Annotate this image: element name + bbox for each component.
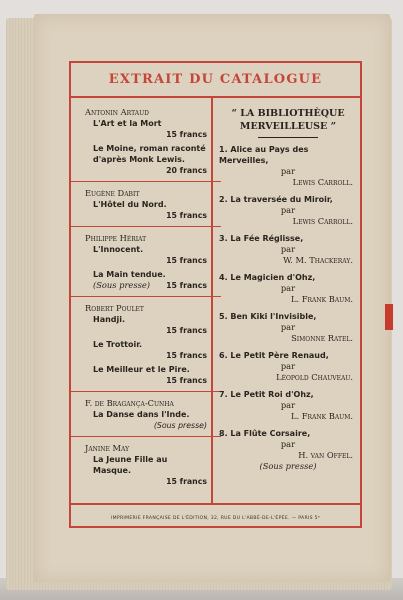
footer-rule [71,503,360,505]
entry-par: par [280,439,296,449]
entry-author: H. van Offel. [298,450,353,460]
entry-par: par [280,283,296,293]
list-item [219,350,357,383]
section-separator [71,226,221,227]
entry-author: W. M. Thackeray. [283,255,353,265]
section-separator [71,436,221,437]
list-item [219,311,357,344]
author-name: F. de Bragança-Cunha [85,398,174,408]
book-price: (Sous presse) [153,421,207,430]
book-price: 20 francs [166,166,207,175]
book-title: Handji. [93,315,126,324]
book-price: 15 francs [166,130,207,139]
catalogue-frame [69,61,362,528]
entry-par: par [280,205,296,215]
author-name: Robert Poulet [85,303,144,313]
book-title: La Danse dans l'Inde. [93,410,190,419]
entry-author: Léopold Chauveau. [276,372,353,382]
book-title: L'Innocent. [93,245,144,254]
entry-par: par [280,361,296,371]
book-title: La Jeune Fille au Masque. [93,455,168,475]
entry-title: 6. Le Petit Père Renaud, [219,351,329,360]
entry-title: 2. La traversée du Miroir, [219,195,333,204]
book-price: 15 francs [166,256,207,265]
section-separator [71,391,221,392]
entry-title: 7. Le Petit Roi d'Ohz, [219,390,314,399]
entry-title: 1. Alice au Pays des Merveilles, [219,145,309,165]
book-price: 15 francs [166,477,207,486]
entry-title: 8. La Flûte Corsaire, [219,429,311,438]
book-price: 15 francs [166,211,207,220]
catalogue-right-column [219,107,357,478]
section-separator [71,181,221,182]
series-title-line2: MERVEILLEUSE ” [239,121,337,132]
entry-author: Simonne Ratel. [291,333,353,343]
entry-title: 4. Le Magicien d'Ohz, [219,273,316,282]
book-title: Le Moine, roman raconté d'après Monk Lewis. [93,144,206,164]
list-item [219,144,357,188]
book-title: La Main tendue. [93,270,166,279]
entry-author: Lewis Carroll. [292,216,353,226]
list-item [219,272,357,305]
column-divider [211,96,213,505]
author-name: Janine May [85,443,130,453]
book-note: (Sous presse) [93,280,151,290]
list-item [219,194,357,227]
entry-par: par [280,166,296,176]
list-item [219,428,357,472]
entry-note: (Sous presse) [259,461,317,471]
entry-author: L. Frank Baum. [290,411,353,421]
book-price: 15 francs [166,376,207,385]
book-title: Le Trottoir. [93,340,143,349]
book-title: L'Art et la Mort [93,119,162,128]
list-item [219,389,357,422]
entry-author: Lewis Carroll. [292,177,353,187]
catalogue-left-column [85,107,207,487]
red-sticker [385,304,393,330]
list-item [219,233,357,266]
author-name: Antonin Artaud [85,107,149,117]
entry-title: 3. La Fée Réglisse, [219,234,304,243]
entry-par: par [280,400,296,410]
printer-imprint: IMPRIMERIE FRANÇAISE DE L'ÉDITION, 32, RUE DU L'ABBÉ-DE-L'ÉPÉE. — PARIS 5ᵉ [110,516,321,521]
entry-par: par [280,244,296,254]
entry-par: par [280,322,296,332]
book-price: 15 francs [166,281,207,290]
series-rule [258,137,318,138]
section-separator [71,296,221,297]
author-name: Eugène Dabit [85,188,140,198]
series-title-line1: “ LA BIBLIOTHÈQUE [231,108,345,119]
catalogue-header: EXTRAIT DU CATALOGUE [71,63,360,98]
book-price: 15 francs [166,351,207,360]
entry-title: 5. Ben Kiki l'Invisible, [219,312,317,321]
book-title: L'Hôtel du Nord. [93,200,167,209]
entry-author: L. Frank Baum. [290,294,353,304]
book-price: 15 francs [166,326,207,335]
author-name: Philippe Hériat [85,233,147,243]
book-title: Le Meilleur et le Pire. [93,365,190,374]
